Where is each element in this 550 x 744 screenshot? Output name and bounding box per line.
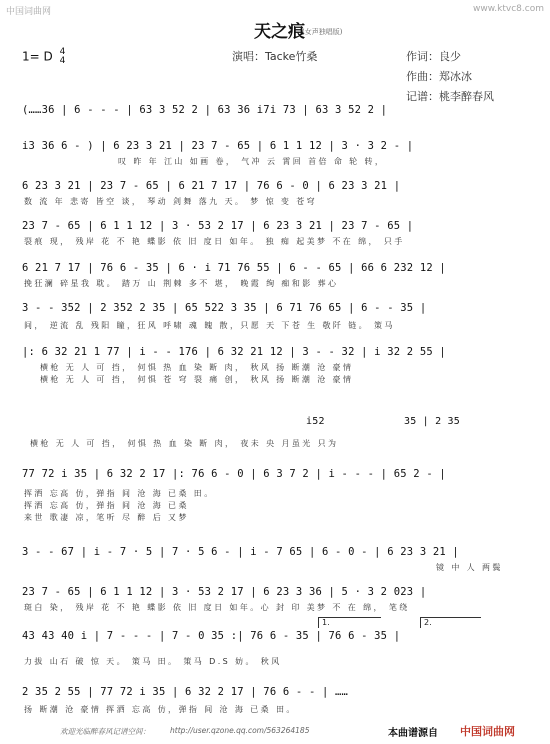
- time-bottom: 4: [59, 56, 66, 66]
- cue-notes-a: i52: [306, 416, 325, 427]
- first-ending-bracket: [318, 617, 381, 628]
- notation-line: 3 - - 67 | i - 7 · 5 | 7 · 5 6 - | i - 7 65 | 6 - 0 - | 6 23 3 21 |: [22, 546, 459, 558]
- lyric-line: 叹 昨 年 江山 如画 卷， 气冲 云 霄回 首倍 命 轮 转，: [118, 157, 386, 166]
- lyric-line: 数 流 年 悲寄 皆空 谈， 琴动 剑舞 落九 天。 梦 惊 变 苍穹: [24, 197, 318, 206]
- footer-url[interactable]: http://user.qzone.qq.com/563264185: [170, 726, 310, 735]
- singer: 演唱：Tacke竹桑: [232, 50, 318, 63]
- notation-by: 记谱：桃李醉春风: [406, 90, 494, 103]
- lyric-line: 间， 逆流 乱 残阳 瞳，狂风 呼啸 魂 魄 散，只愿 天 下苍 生 敬阡 链。 策马: [24, 321, 395, 330]
- song-title: 天之痕: [254, 22, 305, 42]
- notation-line: 23 7 - 65 | 6 1 1 12 | 3 · 53 2 17 | 6 23 3 21 | 23 7 - 65 |: [22, 220, 414, 232]
- lyric-line: 斑白 染， 残岸 花 不 艳 蝶影 依 旧 度日 如年。心 封 印 美梦 不 在 绵， 笔绕: [24, 603, 410, 612]
- notation-line: 77 72 i 35 | 6 32 2 17 |: 76 6 - 0 | 6 3 7 2 | i - - - | 65 2 - |: [22, 468, 446, 480]
- notation-line: 3 - - 352 | 2 352 2 35 | 65 522 3 35 | 6 71 76 65 | 6 - - 35 |: [22, 302, 427, 314]
- key-label: 1= D: [22, 49, 53, 64]
- lyric-line: 来世 歌凄 凉，笔听 尽 醉 后 又梦: [24, 513, 189, 522]
- song-subtitle: (女声独唱版): [302, 28, 343, 36]
- composer: 作曲：郑冰冰: [406, 70, 472, 83]
- source-site[interactable]: 中国词曲网: [460, 725, 515, 738]
- watermark-right: www.ktvc8.com: [473, 4, 544, 14]
- notation-line: 6 23 3 21 | 23 7 - 65 | 6 21 7 17 | 76 6 - 0 | 6 23 3 21 |: [22, 180, 401, 192]
- second-ending-label: 2.: [424, 618, 432, 627]
- lyric-line: 挽狂澜 碎星我 耽。 踏万 山 荆棘 多不 堪， 晚霞 绚 痴和影 葬心: [24, 279, 339, 288]
- lyric-line: 横枪 无 人 可 挡， 何惧 热 血 染 断 肉， 秋风 扬 断潮 沧 豪情: [40, 363, 354, 372]
- time-top: 4: [59, 47, 66, 57]
- notation-line: 43 43 40 i | 7 - - - | 7 - 0 35 :| 76 6 - 35 | 76 6 - 35 |: [22, 630, 401, 642]
- source-label: 本曲谱源自: [388, 728, 438, 739]
- watermark-left: 中国词曲网: [6, 7, 52, 17]
- time-signature: [60, 48, 66, 66]
- cue-notes-b: 35 | 2 35: [404, 416, 460, 427]
- lyric-line: 镜 中 人 两鬓: [436, 563, 503, 572]
- notation-line: |: 6 32 21 1 77 | i - - 176 | 6 32 21 12 | 3 - - 32 | i 32 2 55 |: [22, 346, 446, 358]
- lyric-line: 挥洒 忘高 仿，弹指 间 沧 海 已桑: [24, 501, 189, 510]
- lyric-line: 裂痕 现， 残岸 花 不 艳 蝶影 依 旧 度日 如年。 独 痴 起美梦 不在 绵， 只手: [24, 237, 405, 246]
- lyricist: 作词：良少: [406, 50, 461, 63]
- lyric-line: 力拔 山石 破 惊 天。 策马 田。 策马 D.S 妨。 秋风: [24, 657, 282, 666]
- notation-line: 2 35 2 55 | 77 72 i 35 | 6 32 2 17 | 76 6 - - | ……: [22, 686, 349, 698]
- notation-line: (……36 | 6 - - - | 63 3 52 2 | 63 36 i7i 73 | 63 3 52 2 |: [22, 104, 388, 116]
- lyric-line: 横枪 无 人 可 挡， 何惧 热 血 染 断 肉， 夜未 央 月虽光 只为: [30, 439, 339, 448]
- notation-line: 23 7 - 65 | 6 1 1 12 | 3 · 53 2 17 | 6 23 3 36 | 5 · 3 2 023 |: [22, 586, 427, 598]
- lyric-line: 横枪 无 人 可 挡， 何惧 苍 穹 裂 痛 创， 秋风 扬 断潮 沧 豪情: [40, 375, 354, 384]
- lyric-line: 挥洒 忘高 仿，弹指 间 沧 海 已桑 田。: [24, 489, 215, 498]
- notation-line: 6 21 7 17 | 76 6 - 35 | 6 · i 71 76 55 | 6 - - 65 | 66 6 232 12 |: [22, 262, 446, 274]
- first-ending-label: 1.: [322, 618, 330, 627]
- lyric-line: 扬 断潮 沧 豪情 挥洒 忘高 仿，弹指 间 沧 海 已桑 田。: [24, 705, 297, 714]
- notation-line: i3 36 6 - ) | 6 23 3 21 | 23 7 - 65 | 6 1 1 12 | 3 · 3 2 - |: [22, 140, 414, 152]
- second-ending-bracket: [420, 617, 481, 628]
- footer-welcome: 欢迎光临醉春风记谱空间：: [60, 727, 150, 736]
- key-signature: [22, 48, 65, 66]
